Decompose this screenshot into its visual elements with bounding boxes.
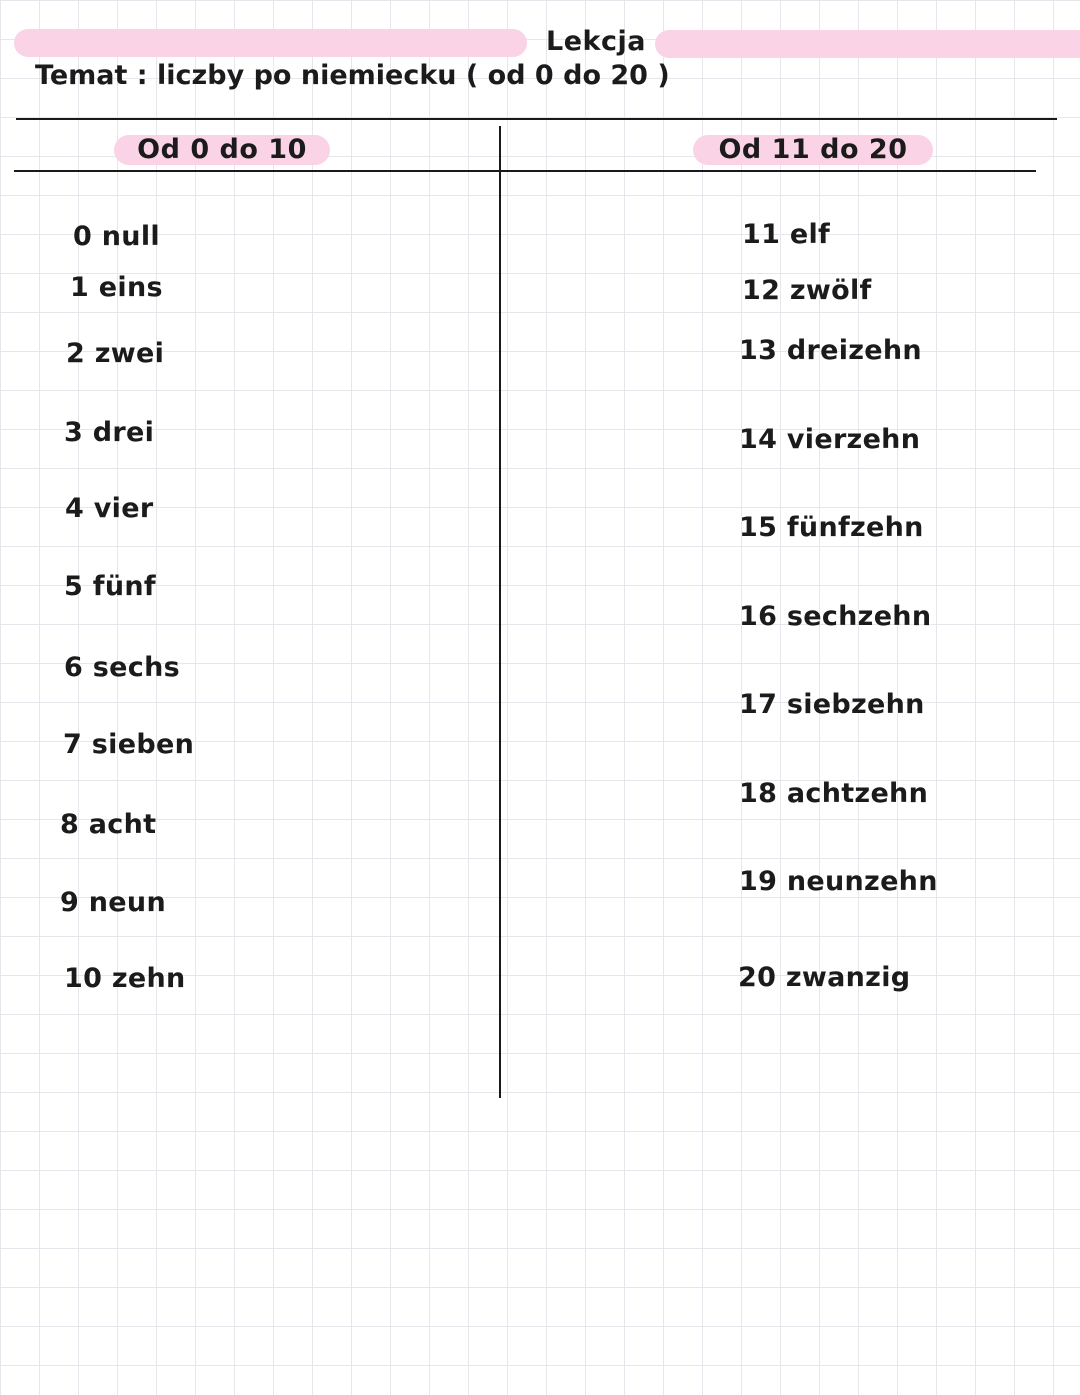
- number-item-3: 3 drei: [64, 417, 155, 448]
- title-highlight-right: [655, 30, 1080, 58]
- number-item-1: 1 eins: [70, 272, 163, 303]
- topic-text: liczby po niemiecku ( od 0 do 20 ): [157, 60, 670, 91]
- number-item-9: 9 neun: [60, 887, 166, 918]
- number-item-20: 20 zwanzig: [738, 962, 911, 993]
- right-column-header: Od 11 do 20: [693, 135, 933, 165]
- number-item-11: 11 elf: [742, 219, 831, 250]
- number-item-14: 14 vierzehn: [739, 424, 921, 455]
- left-column-header: Od 0 do 10: [114, 135, 330, 165]
- top-divider: [16, 118, 1057, 120]
- column-divider: [499, 126, 501, 1098]
- number-item-7: 7 sieben: [63, 729, 195, 760]
- number-item-8: 8 acht: [60, 809, 157, 840]
- number-item-10: 10 zehn: [64, 963, 186, 994]
- number-item-16: 16 sechzehn: [739, 601, 932, 632]
- number-item-0: 0 null: [73, 221, 160, 252]
- number-item-13: 13 dreizehn: [739, 335, 922, 366]
- number-item-4: 4 vier: [65, 493, 154, 524]
- number-item-18: 18 achtzehn: [739, 778, 929, 809]
- header-divider: [14, 170, 1036, 172]
- number-item-5: 5 fünf: [64, 571, 156, 602]
- number-item-12: 12 zwölf: [742, 275, 872, 306]
- number-item-15: 15 fünfzehn: [739, 512, 924, 543]
- number-item-19: 19 neunzehn: [739, 866, 938, 897]
- number-item-6: 6 sechs: [64, 652, 180, 683]
- topic-prefix: Temat :: [35, 60, 158, 91]
- lesson-title: Lekcja: [546, 26, 646, 57]
- number-item-17: 17 siebzehn: [739, 689, 925, 720]
- topic-line: [35, 60, 670, 91]
- title-highlight-left: [14, 29, 527, 57]
- number-item-2: 2 zwei: [66, 338, 165, 369]
